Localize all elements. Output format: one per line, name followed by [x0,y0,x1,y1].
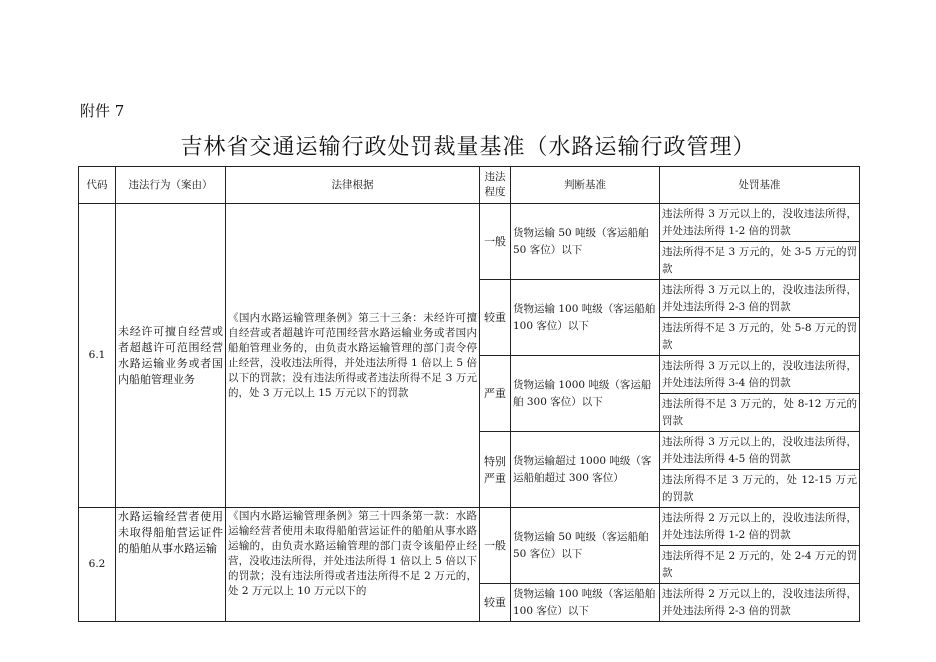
penalty-cell: 违法所得 3 万元以上的，没收违法所得，并处违法所得 3-4 倍的罚款 [660,356,860,394]
judge-cell: 货物运输 50 吨级（客运船舶 50 客位）以下 [511,508,660,584]
penalty-table [78,166,860,622]
level-cell: 一般 [480,204,511,280]
level-cell: 较重 [480,584,511,622]
level-cell: 较重 [480,280,511,356]
code-cell: 6.1 [79,204,116,508]
basis-cell: 《国内水路运输管理条例》第三十三条：未经许可擅自经营或者超越许可范围经营水路运输业务或者国内船舶管理业务的，由负责水路运输管理的部门责令停止经营，没收违法所得，并处违法所得 1 倍以上 5 倍以下的罚款；没有违法所得或者违法所得不足 3 万元的，处 3 万元以上 15 万元以下的罚款 [226,204,480,508]
judge-cell: 货物运输 1000 吨级（客运船舶 300 客位）以下 [511,356,660,432]
judge-cell: 货物运输 50 吨级（客运船舶 50 客位）以下 [511,204,660,280]
header-act: 违法行为（案由） [116,167,226,204]
penalty-cell: 违法所得 3 万元以上的，没收违法所得，并处违法所得 2-3 倍的罚款 [660,280,860,318]
level-cell: 一般 [480,508,511,584]
penalty-cell: 违法所得 3 万元以上的，没收违法所得，并处违法所得 1-2 倍的罚款 [660,204,860,242]
penalty-cell: 违法所得不足 3 万元的，处 5-8 万元的罚款 [660,318,860,356]
penalty-cell: 违法所得不足 3 万元的，处 8-12 万元的罚款 [660,394,860,432]
penalty-cell: 违法所得不足 3 万元的，处 12-15 万元的罚款 [660,470,860,508]
penalty-cell: 违法所得不足 2 万元的，处 2-4 万元的罚款 [660,546,860,584]
level-cell: 特别严重 [480,432,511,508]
act-cell: 未经许可擅自经营或者超越许可范围经营水路运输业务或者国内船舶管理业务 [116,204,226,508]
header-judge: 判断基准 [511,167,660,204]
header-row [79,167,860,204]
basis-cell: 《国内水路运输管理条例》第三十四条第一款：水路运输经营者使用未取得船舶营运证件的船舶从事水路运输的，由负责水路运输管理的部门责令该船停止经营，没收违法所得，并处违法所得 1 倍以上 5 倍以下的罚款；没有违法所得或者违法所得不足 2 万元的，处 2 万元以上 10 万元以下的 [226,508,480,622]
judge-cell: 货物运输超过 1000 吨级（客运船舶超过 300 客位） [511,432,660,508]
penalty-cell: 违法所得 3 万元以上的，没收违法所得，并处违法所得 4-5 倍的罚款 [660,432,860,470]
document-title: 吉林省交通运输行政处罚裁量基准（水路运输行政管理） [180,135,756,160]
header-code: 代码 [79,167,116,204]
header-level: 违法程度 [480,167,511,204]
penalty-cell: 违法所得 2 万元以上的，没收违法所得，并处违法所得 1-2 倍的罚款 [660,508,860,546]
judge-cell: 货物运输 100 吨级（客运船舶 100 客位）以下 [511,584,660,622]
table-row [79,508,860,546]
penalty-cell: 违法所得不足 3 万元的，处 3-5 万元的罚款 [660,242,860,280]
header-basis: 法律根据 [226,167,480,204]
header-penalty: 处罚基准 [660,167,860,204]
penalty-cell: 违法所得 2 万元以上的，没收违法所得，并处违法所得 2-3 倍的罚款 [660,584,860,622]
table-row [79,204,860,242]
annex-label: 附件 7 [80,102,125,120]
judge-cell: 货物运输 100 吨级（客运船舶 100 客位）以下 [511,280,660,356]
level-cell: 严重 [480,356,511,432]
code-cell: 6.2 [79,508,116,622]
act-cell: 水路运输经营者使用未取得船舶营运证件的船舶从事水路运输 [116,508,226,622]
